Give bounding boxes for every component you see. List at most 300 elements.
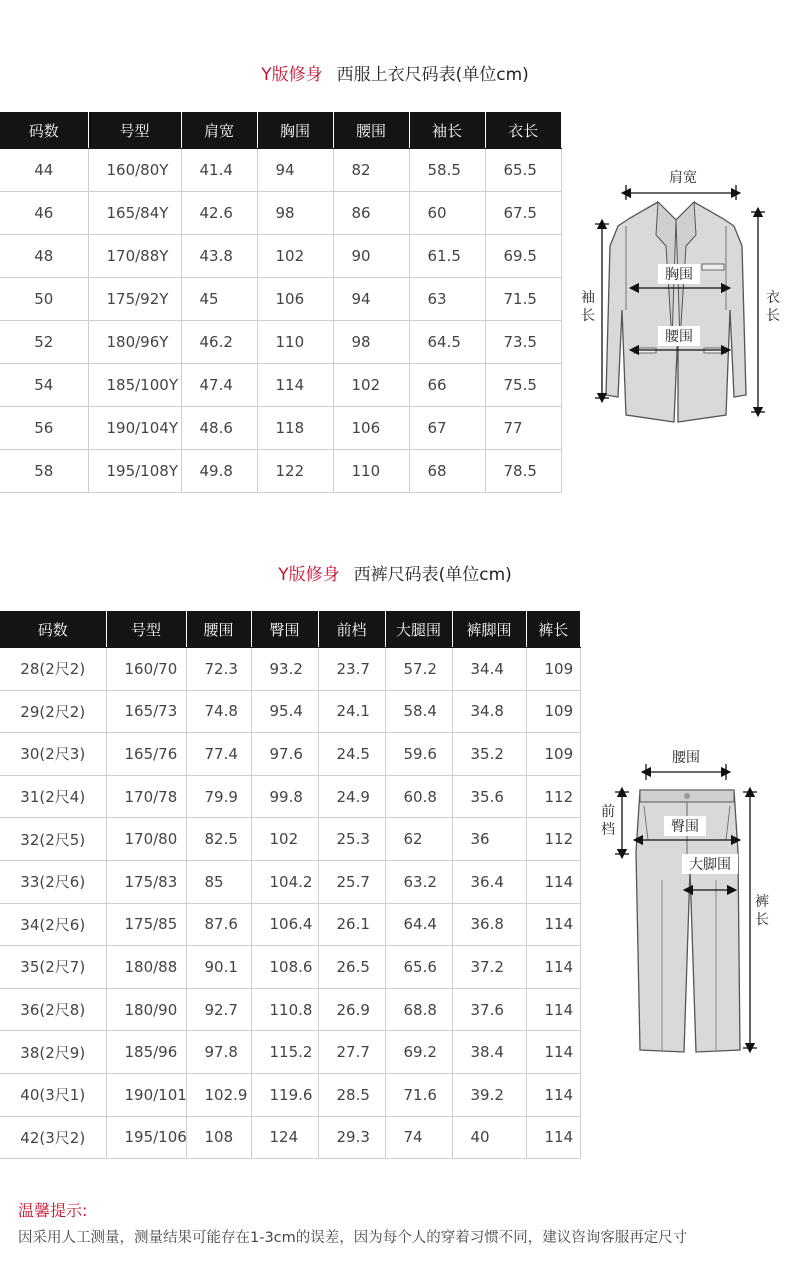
table-cell [88, 278, 181, 321]
cell-value: 37.6 [470, 1000, 504, 1019]
table-cell [385, 1116, 452, 1159]
cell-value: 37.2 [470, 957, 504, 976]
cell-value: 52 [34, 333, 54, 351]
table-cell [0, 321, 88, 364]
table-cell [385, 1073, 452, 1116]
table-row [0, 648, 580, 691]
cell-value: 41.4 [199, 161, 233, 179]
cell-value: 190/101 [124, 1085, 187, 1104]
cell-value: 175/92Y [106, 290, 169, 308]
table-cell [526, 988, 580, 1031]
cell-value: 35.2 [470, 744, 504, 763]
cell-value: 97.6 [269, 744, 303, 763]
table-cell [526, 733, 580, 776]
cell-value: 102.9 [204, 1085, 248, 1104]
cell-value: 106.4 [269, 915, 313, 934]
column-header: 臀围 [251, 611, 318, 648]
table-cell [318, 775, 385, 818]
cell-value: 59.6 [403, 744, 437, 763]
cell-value: 109 [544, 702, 574, 721]
cell-value: 165/76 [124, 744, 178, 763]
cell-value: 54 [34, 376, 54, 394]
cell-value: 74.8 [204, 702, 238, 721]
table-cell [0, 407, 88, 450]
cell-value: 44 [34, 161, 54, 179]
column-header: 肩宽 [181, 112, 257, 149]
cell-value: 29(2尺2) [20, 702, 86, 721]
table-cell [0, 1073, 106, 1116]
cell-value: 98 [275, 204, 295, 222]
table-cell [181, 364, 257, 407]
cell-value: 82.5 [204, 830, 238, 849]
table-cell [181, 149, 257, 192]
cell-value: 75.5 [503, 376, 537, 394]
length-label-1: 衣 [766, 290, 780, 306]
cell-value: 180/88 [124, 957, 178, 976]
table-cell [485, 407, 561, 450]
table-cell [186, 1031, 251, 1074]
cell-value: 95.4 [269, 702, 303, 721]
table-cell [106, 1031, 186, 1074]
cell-value: 58.5 [427, 161, 461, 179]
table-cell [526, 818, 580, 861]
table-cell [106, 988, 186, 1031]
table-cell [0, 733, 106, 776]
cell-value: 50 [34, 290, 54, 308]
table-row [0, 321, 561, 364]
table-cell [318, 690, 385, 733]
note-title: 温馨提示: [18, 1201, 88, 1220]
table-row [0, 235, 561, 278]
table-header-row [0, 112, 561, 149]
cell-value: 112 [544, 830, 574, 849]
pants-length-label-2: 长 [755, 912, 769, 928]
cell-value: 25.3 [336, 830, 370, 849]
table-cell [251, 946, 318, 989]
cell-value: 122 [275, 462, 305, 480]
cell-value: 66 [427, 376, 447, 394]
cell-value: 180/90 [124, 1000, 178, 1019]
cell-value: 71.6 [403, 1085, 437, 1104]
cell-value: 58.4 [403, 702, 437, 721]
table-cell [452, 690, 526, 733]
cell-value: 62 [403, 830, 423, 849]
table-cell [88, 235, 181, 278]
table-cell [0, 450, 88, 493]
cell-value: 90.1 [204, 957, 238, 976]
table-cell [181, 450, 257, 493]
cell-value: 42.6 [199, 204, 233, 222]
cell-value: 114 [544, 1000, 574, 1019]
table-cell [257, 192, 333, 235]
cell-value: 94 [275, 161, 295, 179]
table-row [0, 192, 561, 235]
cell-value: 47.4 [199, 376, 233, 394]
table-cell [526, 946, 580, 989]
cell-value: 190/104Y [106, 419, 178, 437]
table-cell [88, 192, 181, 235]
cell-value: 114 [275, 376, 305, 394]
pants-length-label-1: 裤 [755, 894, 769, 910]
cell-value: 109 [544, 659, 574, 678]
column-header: 码数 [0, 112, 88, 149]
table-cell [385, 903, 452, 946]
cell-value: 49.8 [199, 462, 233, 480]
cell-value: 87.6 [204, 915, 238, 934]
table-cell [0, 775, 106, 818]
cell-value: 34.8 [470, 702, 504, 721]
cell-value: 118 [275, 419, 305, 437]
table-row [0, 407, 561, 450]
table-row [0, 1116, 580, 1159]
cell-value: 110 [275, 333, 305, 351]
table-cell [526, 903, 580, 946]
table-cell [0, 860, 106, 903]
cell-value: 23.7 [336, 659, 370, 678]
cell-value: 115.2 [269, 1043, 313, 1062]
cell-value: 38(2尺9) [20, 1043, 86, 1062]
table-row [0, 733, 580, 776]
cell-value: 165/84Y [106, 204, 169, 222]
cell-value: 46.2 [199, 333, 233, 351]
cell-value: 195/106 [124, 1128, 187, 1147]
table-row [0, 818, 580, 861]
table-cell [333, 364, 409, 407]
column-header: 袖长 [409, 112, 485, 149]
cell-value: 106 [351, 419, 381, 437]
table-cell [257, 364, 333, 407]
jacket-size-table [0, 112, 562, 493]
cell-value: 24.9 [336, 787, 370, 806]
table-cell [485, 321, 561, 364]
cell-value: 175/83 [124, 872, 178, 891]
cell-value: 86 [351, 204, 371, 222]
table-cell [181, 407, 257, 450]
jacket-title: 西服上衣尺码表(单位cm) [336, 65, 529, 85]
cell-value: 114 [544, 872, 574, 891]
table-cell [318, 1031, 385, 1074]
column-header: 前档 [318, 611, 385, 648]
table-cell [526, 1031, 580, 1074]
cell-value: 30(2尺3) [20, 745, 86, 764]
table-cell [106, 903, 186, 946]
table-cell [106, 733, 186, 776]
table-cell [186, 860, 251, 903]
chest-label: 胸围 [665, 267, 693, 283]
cell-value: 114 [544, 957, 574, 976]
table-cell [0, 988, 106, 1031]
column-header: 腰围 [186, 611, 251, 648]
table-cell [318, 860, 385, 903]
table-cell [333, 149, 409, 192]
cell-value: 60 [427, 204, 447, 222]
cell-value: 72.3 [204, 659, 238, 678]
cell-value: 79.9 [204, 787, 238, 806]
table-row [0, 364, 561, 407]
table-cell [0, 364, 88, 407]
rise-label-1: 前 [601, 804, 615, 820]
cell-value: 165/73 [124, 702, 178, 721]
cell-value: 170/80 [124, 830, 178, 849]
cell-value: 175/85 [124, 915, 178, 934]
cell-value: 94 [351, 290, 371, 308]
table-cell [106, 648, 186, 691]
cell-value: 124 [269, 1128, 299, 1147]
table-cell [526, 648, 580, 691]
table-cell [0, 192, 88, 235]
table-cell [0, 1031, 106, 1074]
table-cell [251, 690, 318, 733]
pants-title: 西裤尺码表(单位cm) [353, 565, 512, 585]
pants-size-table [0, 611, 581, 1159]
table-row [0, 278, 561, 321]
shoulder-label: 肩宽 [669, 170, 697, 186]
table-cell [452, 818, 526, 861]
table-cell [186, 903, 251, 946]
table-cell [333, 450, 409, 493]
cell-value: 43.8 [199, 247, 233, 265]
table-cell [318, 648, 385, 691]
cell-value: 77 [503, 419, 523, 437]
table-cell [251, 860, 318, 903]
cell-value: 36 [470, 830, 490, 849]
table-cell [251, 1116, 318, 1159]
cell-value: 63.2 [403, 872, 437, 891]
table-cell [106, 818, 186, 861]
cell-value: 74 [403, 1128, 423, 1147]
table-row [0, 1073, 580, 1116]
column-header: 胸围 [257, 112, 333, 149]
table-cell [452, 1073, 526, 1116]
cell-value: 108.6 [269, 957, 313, 976]
table-cell [106, 1073, 186, 1116]
table-cell [485, 364, 561, 407]
cell-value: 102 [275, 247, 305, 265]
table-cell [526, 1073, 580, 1116]
cell-value: 102 [351, 376, 381, 394]
cell-value: 34(2尺6) [20, 915, 86, 934]
table-cell [0, 149, 88, 192]
cell-value: 40 [470, 1128, 490, 1147]
table-cell [385, 988, 452, 1031]
table-row [0, 690, 580, 733]
note-body: 因采用人工测量，测量结果可能存在1-3cm的误差，因为每个人的穿着习惯不同，建议咨询客服再定尺寸 [18, 1230, 688, 1246]
table-row [0, 775, 580, 818]
cell-value: 56 [34, 419, 54, 437]
cell-value: 102 [269, 830, 299, 849]
cell-value: 57.2 [403, 659, 437, 678]
table-cell [257, 278, 333, 321]
table-cell [452, 648, 526, 691]
table-cell [0, 818, 106, 861]
cell-value: 73.5 [503, 333, 537, 351]
cell-value: 99.8 [269, 787, 303, 806]
waist-label: 腰围 [665, 329, 693, 345]
cell-value: 48 [34, 247, 54, 265]
sleeve-label-1: 袖 [581, 290, 595, 306]
table-cell [318, 1073, 385, 1116]
table-cell [251, 1073, 318, 1116]
table-cell [318, 1116, 385, 1159]
cell-value: 29.3 [336, 1128, 370, 1147]
column-header: 裤长 [526, 611, 580, 648]
cell-value: 160/70 [124, 659, 178, 678]
table-cell [318, 818, 385, 861]
table-cell [251, 648, 318, 691]
table-cell [318, 733, 385, 776]
cell-value: 110.8 [269, 1000, 313, 1019]
pants-fit-label: Y版修身 [278, 565, 340, 585]
length-label-2: 长 [766, 308, 780, 324]
table-cell [186, 1073, 251, 1116]
cell-value: 26.9 [336, 1000, 370, 1019]
column-header: 号型 [88, 112, 181, 149]
table-cell [452, 860, 526, 903]
cell-value: 48.6 [199, 419, 233, 437]
cell-value: 170/78 [124, 787, 178, 806]
table-cell [385, 648, 452, 691]
jacket-section-title [0, 60, 790, 85]
cell-value: 114 [544, 1085, 574, 1104]
cell-value: 36.4 [470, 872, 504, 891]
table-cell [333, 321, 409, 364]
table-cell [181, 235, 257, 278]
pants-diagram [592, 740, 782, 1060]
jacket-outline-icon [606, 202, 746, 422]
table-cell [385, 690, 452, 733]
table-cell [181, 192, 257, 235]
table-cell [257, 450, 333, 493]
table-cell [88, 149, 181, 192]
cell-value: 38.4 [470, 1043, 504, 1062]
cell-value: 36(2尺8) [20, 1001, 86, 1020]
cell-value: 40(3尺1) [20, 1086, 86, 1105]
cell-value: 36.8 [470, 915, 504, 934]
table-cell [452, 946, 526, 989]
table-cell [0, 235, 88, 278]
table-cell [452, 775, 526, 818]
table-cell [385, 946, 452, 989]
table-cell [257, 235, 333, 278]
pants-waist-label: 腰围 [672, 750, 700, 766]
cell-value: 97.8 [204, 1043, 238, 1062]
table-cell [88, 364, 181, 407]
table-cell [526, 775, 580, 818]
cell-value: 114 [544, 1128, 574, 1147]
cell-value: 104.2 [269, 872, 313, 891]
sleeve-label-2: 长 [581, 308, 595, 324]
table-cell [318, 903, 385, 946]
table-cell [452, 988, 526, 1031]
cell-value: 170/88Y [106, 247, 169, 265]
cell-value: 68.8 [403, 1000, 437, 1019]
cell-value: 63 [427, 290, 447, 308]
table-cell [186, 1116, 251, 1159]
cell-value: 35(2尺7) [20, 958, 86, 977]
cell-value: 34.4 [470, 659, 504, 678]
table-cell [485, 450, 561, 493]
table-cell [385, 818, 452, 861]
cell-value: 108 [204, 1128, 234, 1147]
jacket-fit-label: Y版修身 [261, 65, 323, 85]
table-cell [251, 775, 318, 818]
cell-value: 119.6 [269, 1085, 313, 1104]
table-cell [0, 946, 106, 989]
cell-value: 71.5 [503, 290, 537, 308]
column-header: 腰围 [333, 112, 409, 149]
table-cell [251, 1031, 318, 1074]
table-cell [318, 988, 385, 1031]
cell-value: 93.2 [269, 659, 303, 678]
cell-value: 26.5 [336, 957, 370, 976]
table-cell [251, 818, 318, 861]
cell-value: 180/96Y [106, 333, 169, 351]
cell-value: 31(2尺4) [20, 788, 86, 807]
table-row [0, 450, 561, 493]
jacket-diagram [570, 160, 785, 435]
table-cell [526, 860, 580, 903]
table-row [0, 860, 580, 903]
cell-value: 65.5 [503, 161, 537, 179]
table-cell [257, 149, 333, 192]
cell-value: 114 [544, 915, 574, 934]
table-cell [0, 278, 88, 321]
cell-value: 110 [351, 462, 381, 480]
cell-value: 28.5 [336, 1085, 370, 1104]
cell-value: 195/108Y [106, 462, 178, 480]
cell-value: 67 [427, 419, 447, 437]
cell-value: 26.1 [336, 915, 370, 934]
cell-value: 27.7 [336, 1043, 370, 1062]
cell-value: 69.5 [503, 247, 537, 265]
cell-value: 78.5 [503, 462, 537, 480]
table-cell [257, 321, 333, 364]
cell-value: 25.7 [336, 872, 370, 891]
table-cell [385, 1031, 452, 1074]
table-cell [333, 407, 409, 450]
table-cell [88, 321, 181, 364]
table-cell [526, 1116, 580, 1159]
cell-value: 69.2 [403, 1043, 437, 1062]
table-row [0, 149, 561, 192]
pants-section-title [0, 560, 790, 585]
cell-value: 114 [544, 1043, 574, 1062]
table-cell [186, 946, 251, 989]
table-cell [485, 192, 561, 235]
table-cell [485, 278, 561, 321]
table-row [0, 988, 580, 1031]
table-cell [409, 278, 485, 321]
table-cell [251, 988, 318, 1031]
table-cell [452, 1116, 526, 1159]
table-cell [186, 648, 251, 691]
cell-value: 106 [275, 290, 305, 308]
table-cell [106, 946, 186, 989]
table-cell [333, 192, 409, 235]
cell-value: 68 [427, 462, 447, 480]
cell-value: 160/80Y [106, 161, 169, 179]
table-cell [452, 1031, 526, 1074]
table-cell [385, 775, 452, 818]
cell-value: 64.5 [427, 333, 461, 351]
table-cell [257, 407, 333, 450]
column-header: 衣长 [485, 112, 561, 149]
cell-value: 185/100Y [106, 376, 178, 394]
cell-value: 112 [544, 787, 574, 806]
cell-value: 39.2 [470, 1085, 504, 1104]
column-header: 裤脚围 [452, 611, 526, 648]
table-cell [251, 733, 318, 776]
